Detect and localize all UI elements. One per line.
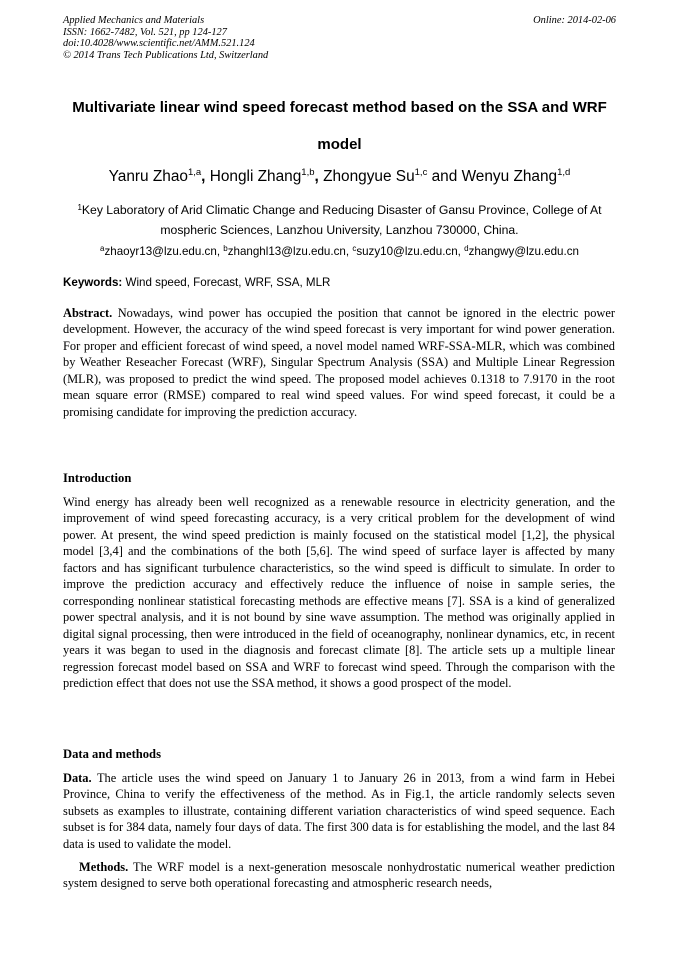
author-name: Wenyu Zhang xyxy=(461,168,558,185)
author-name: Hongli Zhang xyxy=(209,168,302,185)
methods-text: The WRF model is a next-generation mesoscale nonhydrostatic numerical weather prediction system designed to serve both operational forecasting and atmospheric research needs, xyxy=(63,860,616,891)
data-paragraph xyxy=(63,770,615,852)
journal-header xyxy=(63,15,616,61)
methods-paragraph xyxy=(63,859,615,892)
data-text: The article uses the wind speed on January 1 to January 26 in 2013, from a wind farm in Hebei Province, China to verify the effectiveness of the method. As in Fig.1, the article randomly selects seven subsets as examples to illustrate, containing different variation characteristics of wind speed sequence. Each subset is for 384 data, namely four days of data. The first 300 data is for establishing the model, and the last 84 data is used to validate the model. xyxy=(63,771,616,851)
email-list xyxy=(63,243,616,261)
author-affil-sup: 1,b xyxy=(301,167,315,178)
author-affil-sup: 1,c xyxy=(414,167,428,178)
author-separator: , xyxy=(201,168,210,185)
email-sup: a xyxy=(100,244,105,253)
journal-name: Applied Mechanics and Materials xyxy=(63,15,205,26)
keywords xyxy=(63,274,616,292)
email-sup: d xyxy=(464,244,469,253)
email-address[interactable]: zhaoyr13@lzu.edu.cn xyxy=(104,245,217,258)
email-address[interactable]: suzy10@lzu.edu.cn xyxy=(356,245,458,258)
abstract-label: Abstract. xyxy=(63,306,113,320)
abstract-text: Nowadays, wind power has occupied the position that cannot be ignored in the electric power development. However, the accuracy of the wind speed forecast is very important for wind power generation. For proper and efficient forecast of wind speed, a novel model named WRF-SSA-MLR, which was combined by Weather Reseacher Forecast (WRF), Singular Spectrum Analysis (SSA) and Multiple Linear Regression (MLR), was proposed to predict the wind speed. The proposed model achieves 0.1318 to 7.9170 in the root mean square error (RMSE) compared to real wind speed values. For wind speed forecast, it could be a promising candidate for improving the prediction accuracy. xyxy=(63,306,615,419)
author-separator: and xyxy=(427,168,462,185)
journal-copyright: © 2014 Trans Tech Publications Ltd, Switzerland xyxy=(63,49,269,61)
online-date: Online: 2014-02-06 xyxy=(533,15,616,26)
author-affil-sup: 1,d xyxy=(557,167,571,178)
email-separator: , xyxy=(216,245,224,258)
affiliation xyxy=(63,200,616,240)
email-address[interactable]: zhanghl13@lzu.edu.cn xyxy=(227,245,346,258)
keywords-label: Keywords: xyxy=(63,276,123,289)
email-separator: , xyxy=(457,245,465,258)
email-sup: c xyxy=(352,244,357,253)
data-label: Data. xyxy=(63,771,92,785)
introduction-text: Wind energy has already been well recognized as a renewable resource in electricity generation, and the improvement of wind speed forecasting accuracy, is a very critical problem for the development of wind power. At present, the wind speed prediction is mainly focused on the statistical model [1,2], the physical model [3,4] and the combinations of the both [5,6]. The wind speed of surface layer is affected by many factors and has significant turbulence characteristics, so the wind speed is difficult to simulate. In order to improve the prediction accuracy and effectively reduce the influence of noise in sample series, the corresponding nonlinear statistical forecasting methods are effective means [7]. SSA is a kind of generalized power spectral analysis, and it is not bound by sine wave assumption. The method was originally applied in digital signal processing, then were introduced in the field of oceanography, nonlinear dynamics, etc, in recent years it was began to used in the diagnosis and forecast climate [8]. The article sets up a multiple linear regression forecast model based on SSA and WRF to forecast wind speed. Through the comparison with the prediction effect that does not use the SSA method, it shows a good prospect of the model. xyxy=(63,495,615,690)
author-affil-sup: 1,a xyxy=(187,167,202,178)
author-name: Zhongyue Su xyxy=(323,168,415,185)
author-name: Yanru Zhao xyxy=(108,168,188,185)
paper-title: Multivariate linear wind speed forecast method based on the SSA and WRF model xyxy=(72,99,607,153)
affiliation-text: Key Laboratory of Arid Climatic Change and Reducing Disaster of Gansu Province, College of At mospheric Sciences, Lanzhou University, Lanzhou 730000, China. xyxy=(81,203,602,237)
methods-label: Methods. xyxy=(79,860,129,874)
keywords-text: Wind speed, Forecast, WRF, SSA, MLR xyxy=(125,276,331,289)
author-list xyxy=(63,166,616,188)
affiliation-sup: 1 xyxy=(77,203,82,212)
email-address[interactable]: zhangwy@lzu.edu.cn xyxy=(468,245,579,258)
email-sup: b xyxy=(223,244,228,253)
email-separator: , xyxy=(345,245,353,258)
section-heading-introduction: Introduction xyxy=(63,471,132,485)
section-heading-data-methods: Data and methods xyxy=(63,747,161,761)
journal-doi[interactable]: doi:10.4028/www.scientific.net/AMM.521.124 xyxy=(63,38,255,50)
author-separator: , xyxy=(314,168,324,185)
journal-issn: ISSN: 1662-7482, Vol. 521, pp 124-127 xyxy=(63,26,227,38)
abstract xyxy=(63,305,615,420)
